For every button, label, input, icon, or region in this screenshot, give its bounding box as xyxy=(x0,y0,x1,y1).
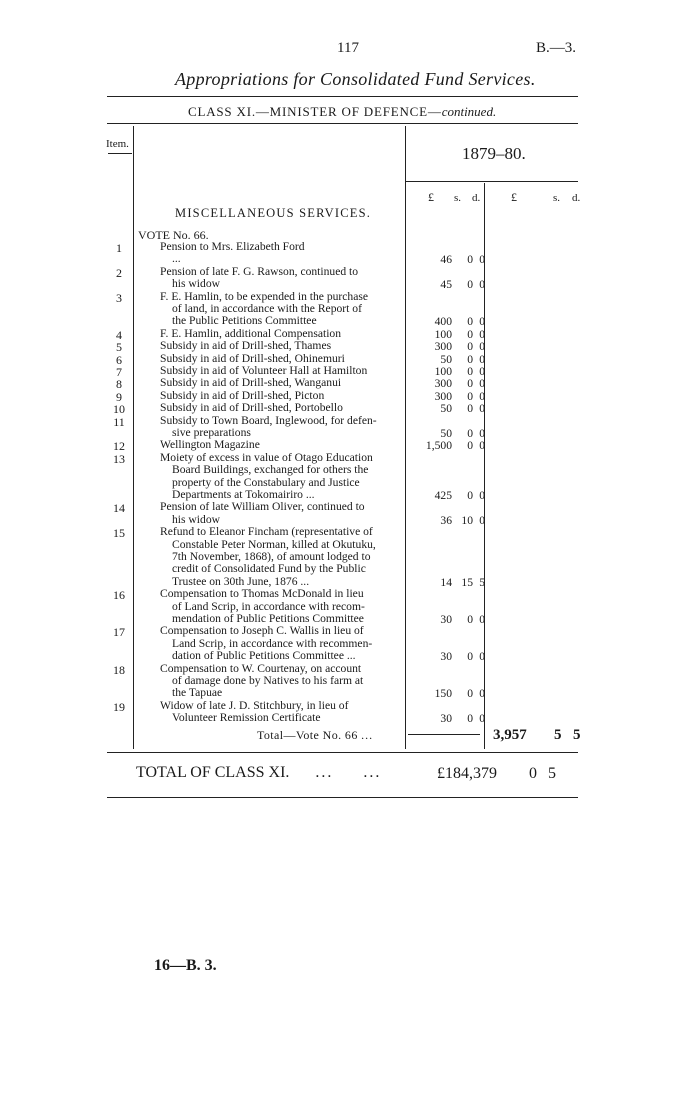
description-line: Pension to Mrs. Elizabeth Ford xyxy=(160,240,305,253)
amount-shillings: 0 xyxy=(467,377,473,391)
description-line: Land Scrip, in accordance with recommen- xyxy=(172,636,373,650)
description-line: sive preparations xyxy=(172,426,251,439)
description-line: dation of Public Petitions Committee ... xyxy=(172,649,356,663)
description-line: Subsidy in aid of Drill-shed, Ohinemuri xyxy=(160,351,345,365)
amount-shillings: 0 xyxy=(467,439,473,453)
description-line: mendation of Public Petitions Committee xyxy=(172,612,364,625)
item-description xyxy=(160,241,305,266)
item-description xyxy=(160,377,341,389)
amount-pounds: 425 xyxy=(434,489,452,502)
vote-total-label: Total—Vote No. 66 ... xyxy=(257,728,374,742)
class-total-shillings: 0 xyxy=(529,765,537,782)
item-column-header: Item. xyxy=(106,138,129,150)
item-number: 15 xyxy=(113,526,125,541)
amount-pence: 0 xyxy=(479,439,485,453)
amount-pence: 0 xyxy=(479,613,485,626)
description-line: Subsidy to Town Board, Inglewood, for defen- xyxy=(160,413,377,427)
item-description xyxy=(160,663,363,700)
item-number: 19 xyxy=(113,699,125,714)
amount-pence: 0 xyxy=(479,278,485,292)
amount-pounds: 400 xyxy=(434,315,452,329)
item-description xyxy=(160,625,372,662)
amount-shillings: 10 xyxy=(461,513,473,527)
description-line: property of the Constabulary and Justice xyxy=(172,475,360,489)
description-line: credit of Consolidated Fund by the Public xyxy=(172,562,366,576)
item-description xyxy=(160,452,373,502)
amount-pounds: 100 xyxy=(434,365,452,378)
amount-pence: 0 xyxy=(479,402,485,416)
amount-shillings: 0 xyxy=(467,352,473,366)
amount-pence: 0 xyxy=(479,427,485,440)
description-line: of Land Scrip, in accordance with recom- xyxy=(172,599,365,613)
vote-total-rule xyxy=(408,734,480,735)
description-line: the Tapuae xyxy=(172,686,223,700)
item-number: 10 xyxy=(113,402,125,417)
amount-shillings: 0 xyxy=(467,427,473,440)
amount-pounds: 30 xyxy=(440,650,452,664)
amount-pence: 0 xyxy=(479,315,485,329)
item-column-rule xyxy=(133,126,134,749)
amount-pence: 0 xyxy=(479,253,485,267)
item-description xyxy=(160,700,348,725)
item-number: 3 xyxy=(116,290,122,305)
description-line: Subsidy in aid of Drill-shed, Picton xyxy=(160,388,325,402)
vote-total-pounds: 3,957 xyxy=(493,727,527,743)
amount-pounds: 30 xyxy=(440,613,452,626)
amount-shillings: 0 xyxy=(467,340,473,354)
col2-shillings-header: s. xyxy=(553,192,561,204)
description-line: his widow xyxy=(172,512,220,526)
col2-pence-header: d. xyxy=(572,192,581,204)
col1-pounds-header: £ xyxy=(428,190,434,204)
amount-pence: 0 xyxy=(479,650,485,664)
amount-shillings: 0 xyxy=(467,489,473,502)
description-line: the Public Petitions Committee xyxy=(172,314,317,328)
description-line: Trustee on 30th June, 1876 ... xyxy=(172,574,310,588)
item-number: 13 xyxy=(113,451,125,466)
amount-pence: 0 xyxy=(479,489,485,502)
amount-pounds: 1,500 xyxy=(425,439,452,453)
amount-pounds: 36 xyxy=(440,513,452,527)
amount-shillings: 0 xyxy=(467,278,473,292)
item-number: 7 xyxy=(116,365,122,379)
item-description xyxy=(160,526,376,588)
amount-pence: 0 xyxy=(479,712,485,726)
amount-pence: 0 xyxy=(479,389,485,403)
item-description xyxy=(160,340,331,352)
item-description xyxy=(160,439,260,451)
class-total-label: TOTAL OF CLASS XI. ... ... xyxy=(136,764,382,781)
description-line: Pension of late William Oliver, continued to xyxy=(160,500,365,514)
amount-shillings: 0 xyxy=(467,327,473,341)
amount-pounds: 30 xyxy=(440,712,452,726)
description-line: Board Buildings, exchanged for others the xyxy=(172,463,369,477)
item-number: 8 xyxy=(116,377,122,392)
page-title: Appropriations for Consolidated Fund Services. xyxy=(175,69,536,89)
item-number: 18 xyxy=(113,662,125,677)
description-line: Compensation to Joseph C. Wallis in lieu of xyxy=(160,624,364,638)
description-line: Moiety of excess in value of Otago Education xyxy=(160,450,373,464)
table-bottom-rule xyxy=(107,752,578,753)
item-number: 9 xyxy=(116,389,122,404)
amount-shillings: 0 xyxy=(467,687,473,701)
description-line: Compensation to W. Courtenay, on account xyxy=(160,661,362,675)
amount-pence: 0 xyxy=(479,365,485,378)
top-rule xyxy=(107,96,578,97)
class-heading: CLASS XI.—MINISTER OF DEFENCE—continued. xyxy=(188,104,497,119)
item-number: 16 xyxy=(113,588,125,603)
amount-shillings: 15 xyxy=(461,575,473,589)
description-line: his widow xyxy=(172,277,220,291)
description-line: Departments at Tokomairiro ... xyxy=(172,488,315,502)
item-number: 1 xyxy=(116,241,122,255)
amount-pounds: 150 xyxy=(434,687,452,701)
amount-shillings: 0 xyxy=(467,712,473,726)
amount-pence: 5 xyxy=(479,575,485,589)
amount-pounds: 100 xyxy=(434,327,452,341)
item-description xyxy=(160,402,343,414)
money-header-rule xyxy=(405,181,578,182)
item-description xyxy=(160,501,365,526)
amount-pence: 0 xyxy=(479,327,485,341)
item-description xyxy=(160,291,368,328)
vote-total-shillings: 5 xyxy=(554,727,562,743)
amount-pounds: 14 xyxy=(440,575,452,589)
section-title: MISCELLANEOUS SERVICES. xyxy=(175,206,372,220)
description-line: F. E. Hamlin, to be expended in the purchase xyxy=(160,289,369,303)
item-number: 2 xyxy=(116,265,122,280)
item-description xyxy=(160,266,358,291)
item-header-underline xyxy=(108,153,132,154)
description-line: of land, in accordance with the Report of xyxy=(172,302,362,315)
description-line: 7th November, 1868), of amount lodged to xyxy=(172,550,371,563)
amount-pence: 0 xyxy=(479,352,485,366)
description-line: Constable Peter Norman, killed at Okutuku, xyxy=(172,537,376,551)
col2-pounds-header: £ xyxy=(511,190,517,204)
col1-pence-header: d. xyxy=(472,192,481,204)
description-line: Subsidy in aid of Drill-shed, Wanganui xyxy=(160,376,342,390)
paper-reference: B.—3. xyxy=(536,40,577,56)
item-number: 12 xyxy=(113,439,125,454)
amount-shillings: 0 xyxy=(467,613,473,626)
amount-shillings: 0 xyxy=(467,402,473,416)
amount-pounds: 50 xyxy=(440,402,452,416)
item-number: 5 xyxy=(116,340,122,355)
col1-shillings-header: s. xyxy=(454,192,462,204)
page-number: 117 xyxy=(337,40,359,56)
item-description xyxy=(160,415,377,440)
description-line: Pension of late F. G. Rawson, continued to xyxy=(160,264,359,278)
description-line: Compensation to Thomas McDonald in lieu xyxy=(160,587,364,601)
amount-pounds: 50 xyxy=(440,427,452,440)
amount-pounds: 300 xyxy=(434,340,452,354)
header-rule xyxy=(107,123,578,124)
year-header: 1879–80. xyxy=(462,144,526,163)
description-line: Widow of late J. D. Stitchbury, in lieu of xyxy=(160,698,349,712)
amount-pence: 0 xyxy=(479,687,485,701)
amount-pounds: 300 xyxy=(434,377,452,391)
description-line: Subsidy in aid of Drill-shed, Thames xyxy=(160,339,332,353)
amount-shillings: 0 xyxy=(467,365,473,378)
amount-pounds: 46 xyxy=(440,253,452,267)
item-number: 14 xyxy=(113,501,125,516)
amount-pounds: 45 xyxy=(440,278,452,292)
description-line: Volunteer Remission Certificate xyxy=(172,711,321,725)
item-description xyxy=(160,588,365,625)
amount-shillings: 0 xyxy=(467,315,473,329)
description-line: ... xyxy=(172,252,181,266)
class-total-pence: 5 xyxy=(548,765,556,782)
description-line: Subsidy in aid of Volunteer Hall at Hamilton xyxy=(160,364,368,377)
item-number: 11 xyxy=(113,414,125,429)
description-line: Refund to Eleanor Fincham (representative of xyxy=(160,525,373,539)
subtotal-column-rule xyxy=(484,183,485,749)
amount-pence: 0 xyxy=(479,513,485,527)
amount-shillings: 0 xyxy=(467,389,473,403)
class-total-rule xyxy=(107,797,578,798)
vote-title: VOTE No. 66. xyxy=(138,228,209,242)
amount-pence: 0 xyxy=(479,340,485,354)
description-line: F. E. Hamlin, additional Compensation xyxy=(160,326,342,340)
item-number: 4 xyxy=(116,327,122,342)
footer-signature: 16—B. 3. xyxy=(154,957,217,974)
amount-column-rule xyxy=(405,126,406,749)
vote-total-pence: 5 xyxy=(573,727,581,743)
item-number: 6 xyxy=(116,352,122,367)
description-line: Wellington Magazine xyxy=(160,438,260,452)
amount-pounds: 300 xyxy=(434,389,452,403)
amount-pounds: 50 xyxy=(440,352,452,366)
description-line: of damage done by Natives to his farm at xyxy=(172,674,364,687)
amount-pence: 0 xyxy=(479,377,485,391)
item-number: 17 xyxy=(113,625,125,640)
class-total-pounds: £184,379 xyxy=(437,765,497,782)
amount-shillings: 0 xyxy=(467,253,473,267)
description-line: Subsidy in aid of Drill-shed, Portobello xyxy=(160,401,343,415)
amount-shillings: 0 xyxy=(467,650,473,664)
